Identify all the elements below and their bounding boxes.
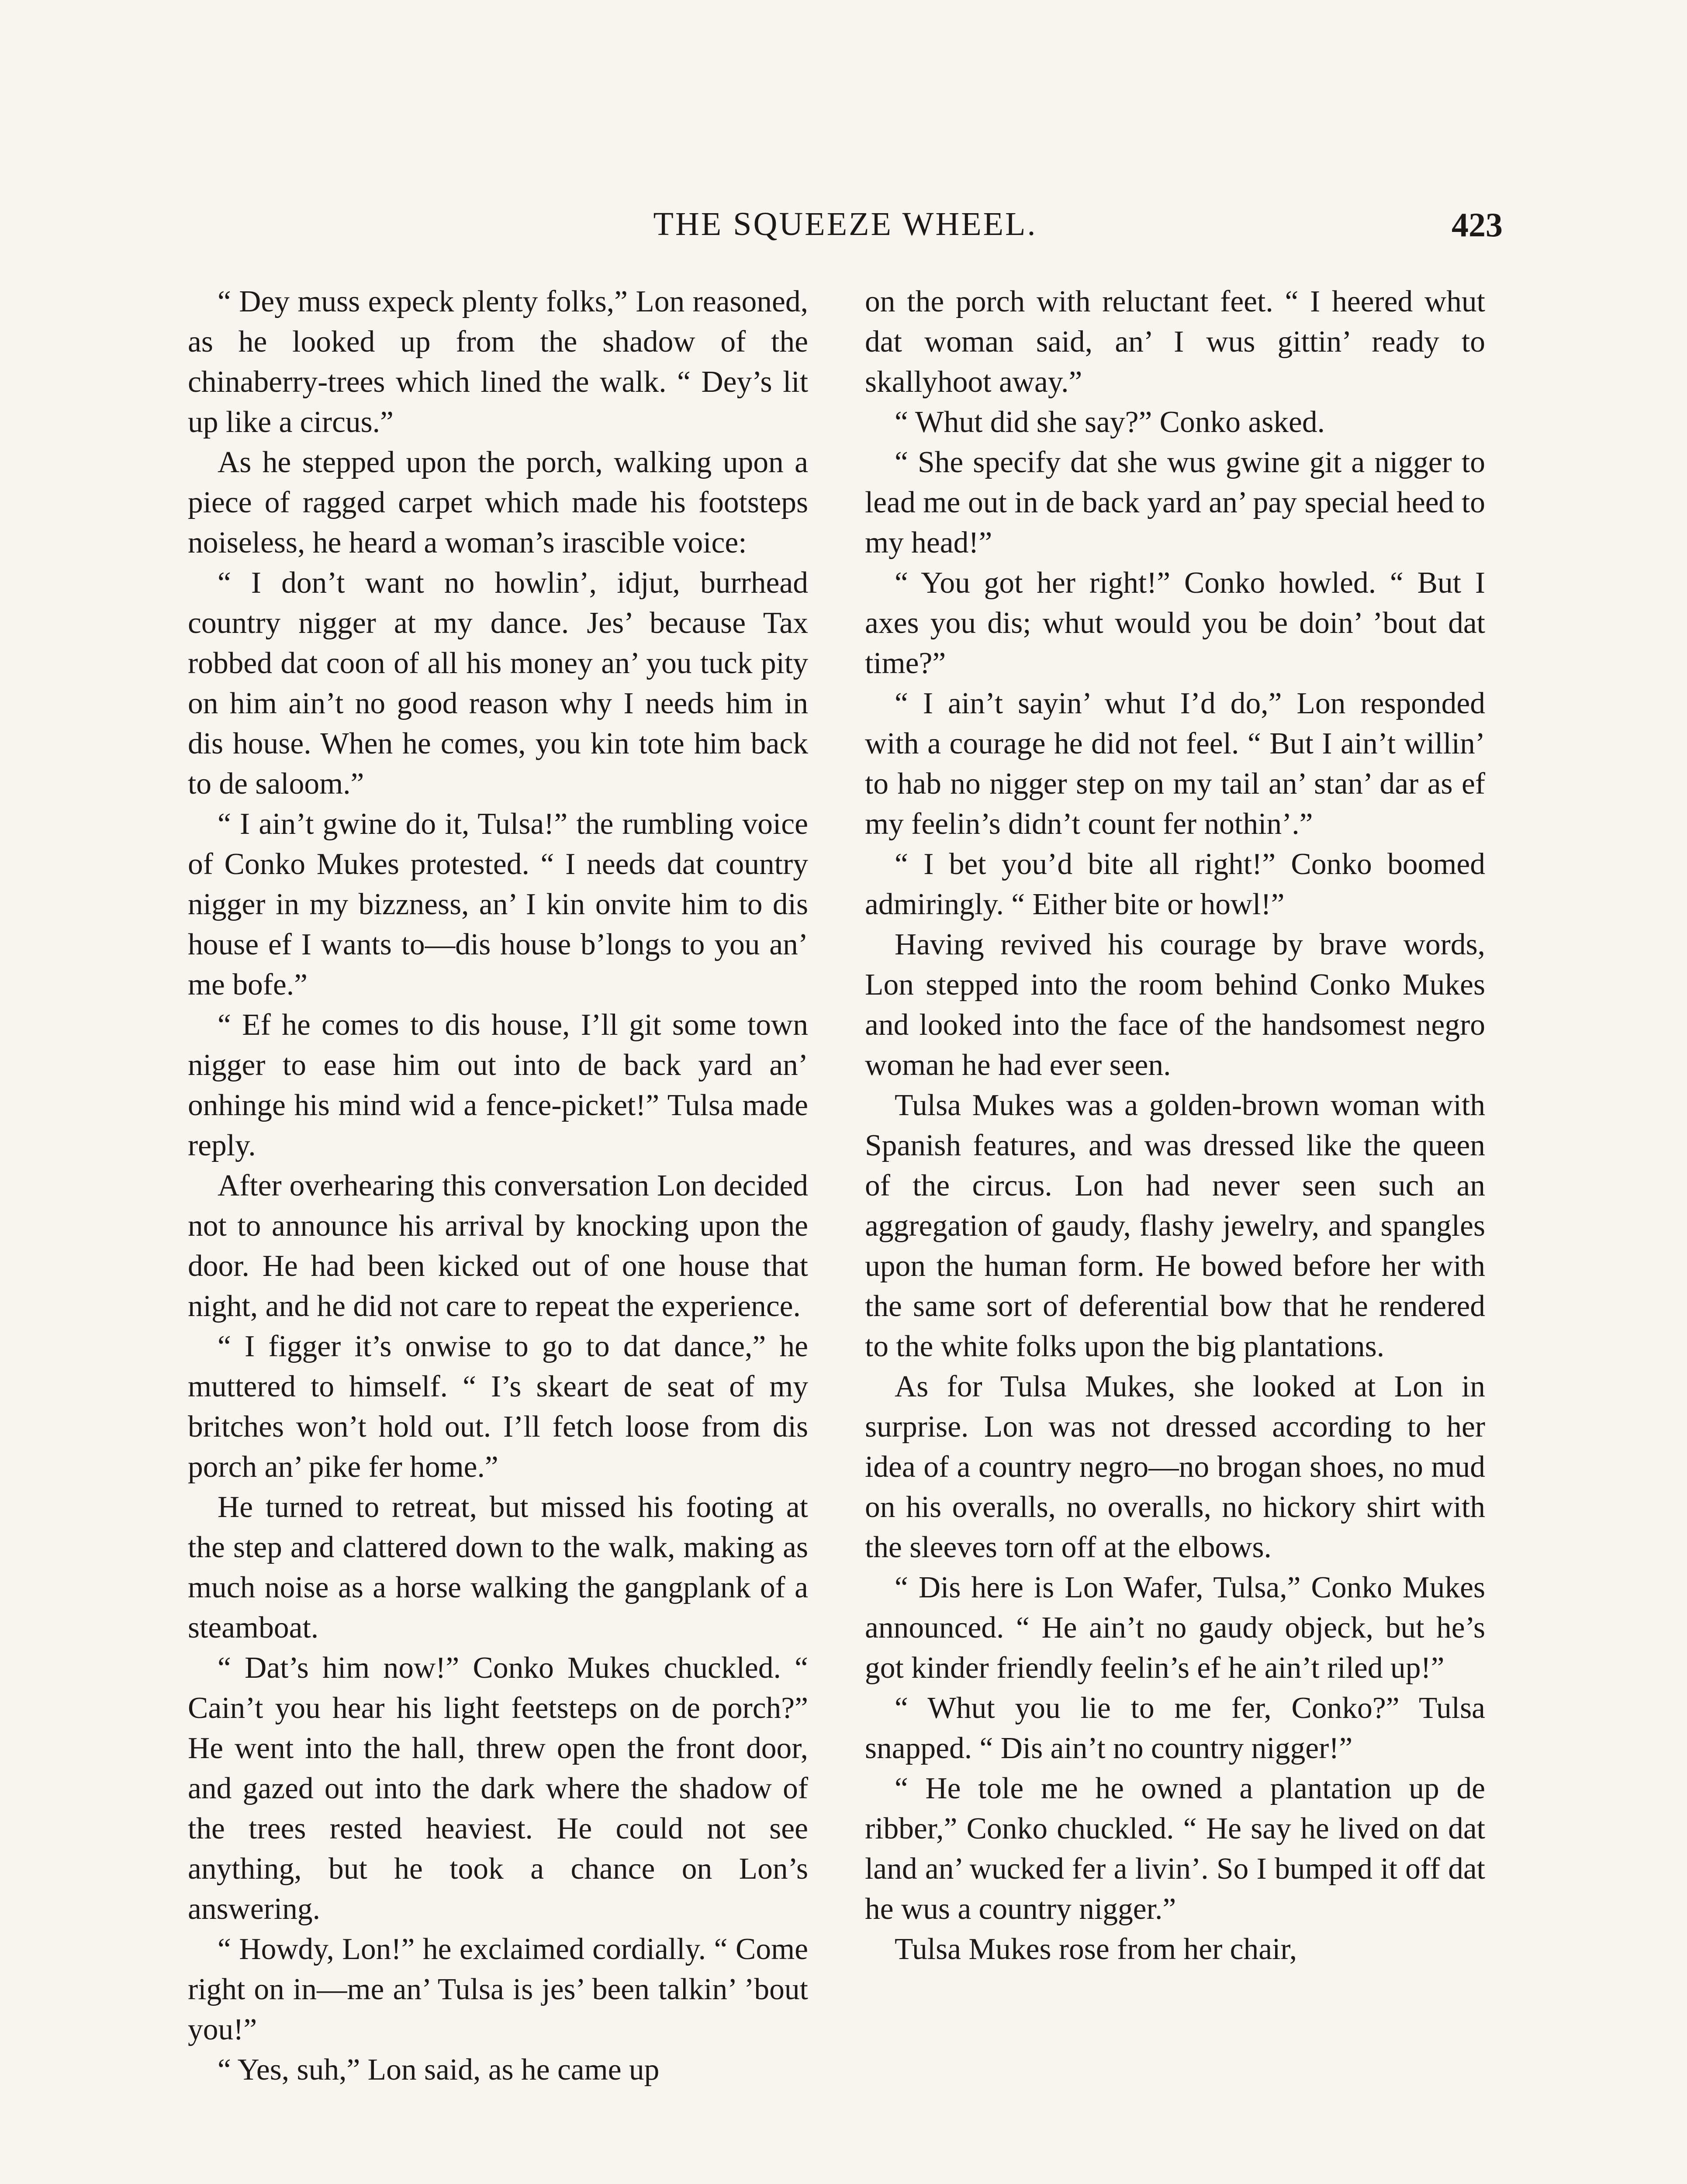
page-header — [188, 205, 1503, 258]
paragraph: He turned to retreat, but missed his footing at the step and clattered down to the walk, making as much noise as a horse walking the gangplank of a steamboat. — [188, 1490, 808, 1645]
page-number: 423 — [1452, 206, 1503, 244]
right-column — [865, 282, 1485, 2184]
paragraph: As he stepped upon the porch, walking upon a piece of ragged carpet which made his footsteps noiseless, he heard a woman’s irascible voice: — [188, 446, 808, 560]
paragraph: “ She specify dat she wus gwine git a nigger to lead me out in de back yard an’ pay special heed to my head!” — [865, 446, 1485, 560]
paragraph: As for Tulsa Mukes, she looked at Lon in surprise. Lon was not dressed according to her idea of a country negro—no brogan shoes, no mud on his overalls, no overalls, no hickory shirt with the sleeves torn off at the elbows. — [865, 1370, 1485, 1564]
paragraph: “ Dey muss expeck plenty folks,” Lon reasoned, as he looked up from the shadow of the chinaberry-trees which lined the walk. “ Dey’s lit up like a circus.” — [188, 285, 808, 439]
paragraph: “ Dis here is Lon Wafer, Tulsa,” Conko Mukes announced. “ He ain’t no gaudy objeck, but he’s got kinder friendly feelin’s ef he ain’t riled up!” — [865, 1571, 1485, 1685]
paragraph: “ I ain’t sayin’ whut I’d do,” Lon responded with a courage he did not feel. “ But I ain’t willin’ to hab no nigger step on my tail an’ stan’ dar as ef my feelin’s didn’t count fer nothin’.” — [865, 687, 1485, 841]
left-column — [188, 282, 808, 2184]
paragraph: “ I ain’t gwine do it, Tulsa!” the rumbling voice of Conko Mukes protested. “ I needs dat country nigger in my bizzness, an’ I kin onvite him to dis house ef I wants to—dis house b’longs to you an’ me bofe.” — [188, 807, 808, 1002]
paragraph: “ Whut did she say?” Conko asked. — [895, 405, 1325, 439]
paragraph-continuation: on the porch with reluctant feet. “ I heered whut dat woman said, an’ I wus gittin’ ready to skallyhoot away.” — [865, 285, 1485, 399]
paragraph: “ Howdy, Lon!” he exclaimed cordially. “ Come right on in—me an’ Tulsa is jes’ been talkin’ ’bout you!” — [188, 1932, 808, 2046]
paragraph: Having revived his courage by brave words, Lon stepped into the room behind Conko Mukes and looked into the face of the handsomest negro woman he had ever seen. — [865, 928, 1485, 1082]
running-title: THE SQUEEZE WHEEL. — [653, 206, 1037, 242]
paragraph: Tulsa Mukes was a golden-brown woman with Spanish features, and was dressed like the queen of the circus. Lon had never seen such an aggregation of gaudy, flashy jewelry, and spangles upon the human form. He bowed before her with the same sort of deferential bow that he rendered to the white folks upon the big plantations. — [865, 1089, 1485, 1363]
paragraph: “ Whut you lie to me fer, Conko?” Tulsa snapped. “ Dis ain’t no country nigger!” — [865, 1691, 1485, 1765]
paragraph: “ He tole me he owned a plantation up de ribber,” Conko chuckled. “ He say he lived on dat land an’ wucked fer a livin’. So I bumped it off dat he wus a country nigger.” — [865, 1772, 1485, 1926]
paragraph: “ I bet you’d bite all right!” Conko boomed admiringly. “ Either bite or howl!” — [865, 847, 1485, 921]
paragraph: “ Yes, suh,” Lon said, as he came up — [218, 2053, 660, 2087]
paragraph: “ Dat’s him now!” Conko Mukes chuckled. “ Cain’t you hear his light feetsteps on de porch?” He went into the hall, threw open the front door, and gazed out into the dark where the shadow of the trees rested heaviest. He could not see anything, but he took a chance on Lon’s answering. — [188, 1651, 808, 1926]
paragraph: After overhearing this conversation Lon decided not to announce his arrival by knocking upon the door. He had been kicked out of one house that night, and he did not care to repeat the experience. — [188, 1169, 808, 1323]
paragraph: “ You got her right!” Conko howled. “ But I axes you dis; whut would you be doin’ ’bout dat time?” — [865, 566, 1485, 680]
paragraph: “ I figger it’s onwise to go to dat dance,” he muttered to himself. “ I’s skeart de seat of my britches won’t hold out. I’ll fetch loose from dis porch an’ pike fer home.” — [188, 1330, 808, 1484]
paragraph: “ I don’t want no howlin’, idjut, burrhead country nigger at my dance. Jes’ because Tax robbed dat coon of all his money an’ you tuck pity on him ain’t no good reason why I needs him in dis house. When he comes, you kin tote him back to de saloom.” — [188, 566, 808, 801]
paragraph: Tulsa Mukes rose from her chair, — [895, 1932, 1297, 1966]
paragraph: “ Ef he comes to dis house, I’ll git some town nigger to ease him out into de back yard an’ onhinge his mind wid a fence-picket!” Tulsa made reply. — [188, 1008, 808, 1162]
